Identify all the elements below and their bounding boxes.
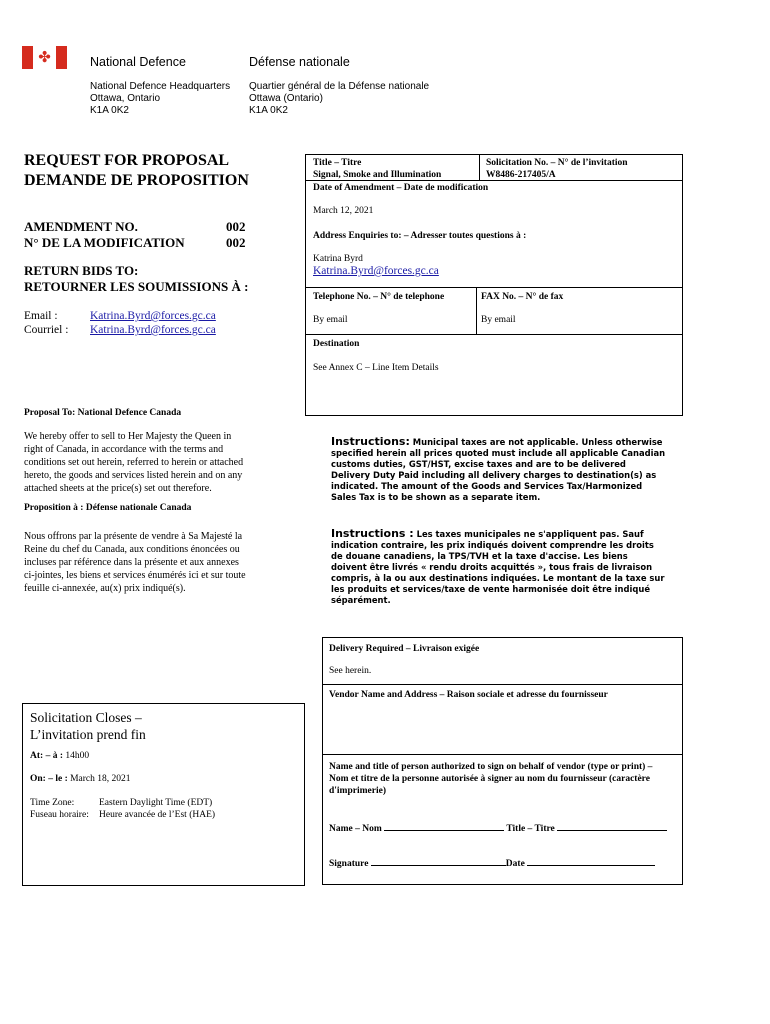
vendor-label: Vendor Name and Address – Raison sociale et adresse du fournisseur [329, 690, 608, 700]
delivery-label: Delivery Required – Livraison exigée [329, 644, 480, 654]
closing-date: On: – le : March 18, 2021 [30, 774, 131, 784]
proposal-text-fr: Nous offrons par la présente de vendre à Sa Majesté la Reine du chef du Canada, aux conditions énoncées ou incluses par référence dans la présente et aux annexes ci-jointes, les biens et services énumérés ici et sur toute feuille ci-annexée, au(x) prix indiqué(s). [24, 531, 246, 594]
title-field: Title – Titre Signal, Smoke and Illumination [313, 158, 442, 180]
instructions-en: Instructions: Municipal taxes are not applicable. Unless otherwise specified herein all prices quoted must include all applicable Canadian customs duties, GST/HST, excise taxes and are to be delivered Delivery Duty Paid including all delivery charges to destination(s) as indicated. The amount of the Goods and Services Tax/Harmonized Sales Tax is to be shown as a separate item. [331, 435, 666, 502]
closing-time: At: – à : 14h00 [30, 751, 90, 761]
telephone-value: By email [313, 315, 348, 325]
enquiries-name: Katrina Byrd [313, 254, 363, 264]
amendment-number: 002 002 [226, 219, 246, 250]
email-labels: Email : Courriel : [24, 310, 69, 336]
return-emails [90, 309, 216, 337]
authorized-person-label: Name and title of person authorized to sign on behalf of vendor (type or print) – Nom et titre de la personne autorisée à signer au nom du fournisseur (caractère d'imprimerie) [329, 762, 653, 796]
enquiries-email-link[interactable]: Katrina.Byrd@forces.gc.ca [313, 265, 439, 277]
delivery-value: See herein. [329, 666, 372, 676]
solicitation-number-field: Solicitation No. – N° de l’invitation W8486-217405/A [486, 158, 628, 180]
maple-leaf-icon: ✤ [38, 48, 51, 66]
amendment-label: AMENDMENT NO. N° DE LA MODIFICATION [24, 219, 185, 250]
telephone-label: Telephone No. – N° de telephone [313, 292, 445, 302]
return-email-link[interactable]: Katrina.Byrd@forces.gc.ca [90, 310, 216, 322]
address-en: National Defence Headquarters Ottawa, Ontario K1A 0K2 [90, 81, 231, 116]
fax-label: FAX No. – N° de fax [481, 292, 564, 302]
instructions-fr: Instructions : Les taxes municipales ne s'appliquent pas. Sauf indication contraire, les prix indiqués doivent comprendre les droits de douane canadiens, la TPS/TVH et la taxe d'accise. Les biens doivent être livrés « rendu droits acquittés », tous frais de livraison compris, à la ou aux destinations indiquées. Le montant de la taxe sur les produits et services/taxe de vente harmonisée doit être indiqué séparément. [331, 527, 665, 605]
closing-title: Solicitation Closes – L’invitation prend fin [30, 710, 146, 742]
fax-value: By email [481, 315, 516, 325]
name-title-line: Name – Nom Title – Titre [329, 821, 667, 835]
destination-label: Destination [313, 339, 360, 349]
rfp-title: REQUEST FOR PROPOSAL DEMANDE DE PROPOSITION [24, 152, 249, 189]
canada-flag-logo [22, 46, 67, 69]
return-courriel-link[interactable]: Katrina.Byrd@forces.gc.ca [90, 324, 216, 336]
proposal-to-en: Proposal To: National Defence Canada [24, 408, 182, 418]
proposal-to-fr: Proposition à : Défense nationale Canada [24, 503, 192, 513]
amendment-date-label: Date of Amendment – Date de modification [313, 183, 489, 193]
proposal-text-en: We hereby offer to sell to Her Majesty the Queen in right of Canada, in accordance with the terms and conditions set out herein, referred to herein or attached hereto, the goods and services listed herein and on any attached sheets at the price(s) set out therefore. [24, 431, 244, 494]
address-fr: Quartier général de la Défense nationale Ottawa (Ontario) K1A 0K2 [249, 81, 430, 116]
timezone-values: Eastern Daylight Time (EDT) Heure avancée de l’Est (HAE) [99, 798, 216, 820]
timezone-labels: Time Zone: Fuseau horaire: [30, 798, 89, 820]
dept-name-en: National Defence [90, 55, 186, 69]
destination-value: See Annex C – Line Item Details [313, 363, 439, 373]
amendment-date-value: March 12, 2021 [313, 206, 374, 216]
enquiries-label: Address Enquiries to: – Adresser toutes questions à : [313, 231, 527, 241]
return-bids-label: RETURN BIDS TO: RETOURNER LES SOUMISSIONS À : [24, 263, 249, 294]
dept-name-fr: Défense nationale [249, 55, 350, 69]
signature-date-line: Signature Date [329, 856, 655, 870]
